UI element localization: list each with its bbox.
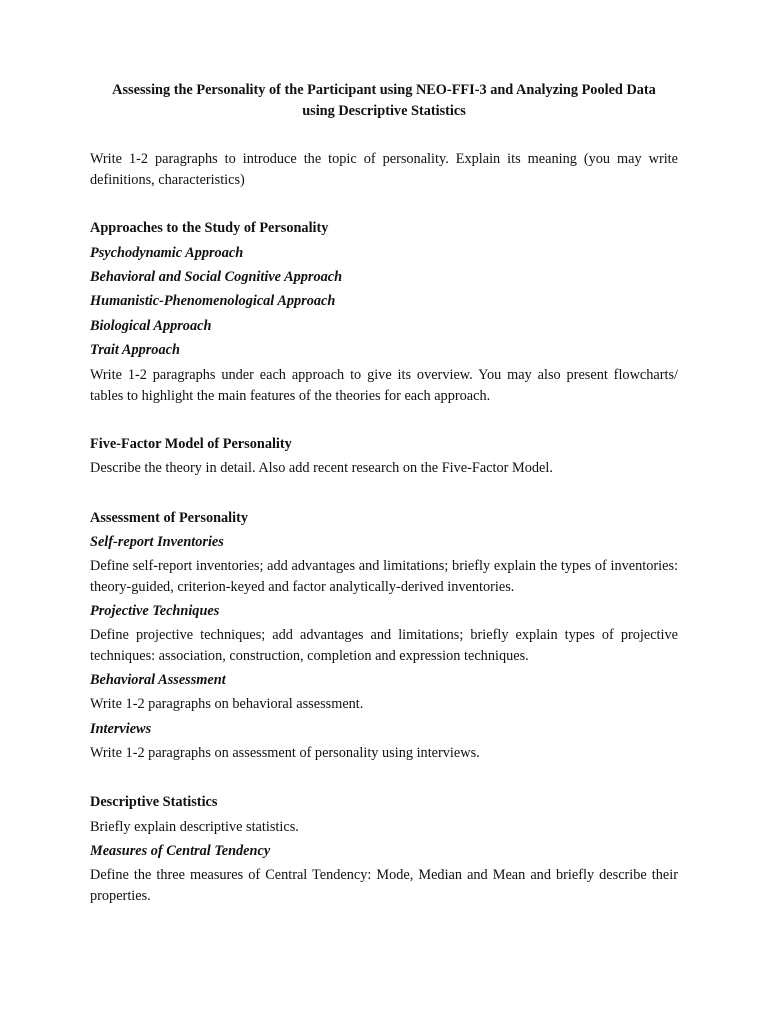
descriptive-paragraph: Briefly explain descriptive statistics. — [90, 819, 299, 835]
self-report-heading: Self-report Inventories — [90, 534, 224, 550]
projective-heading: Projective Techniques — [90, 603, 220, 619]
central-tendency-heading: Measures of Central Tendency — [90, 843, 271, 859]
descriptive-heading: Descriptive Statistics — [90, 794, 218, 810]
approaches-paragraph: Write 1-2 paragraphs under each approach to give its overview. You may also present flowcharts/ tables to highlight the main features of the theories for each approach. — [90, 367, 678, 404]
approach-psychodynamic: Psychodynamic Approach — [90, 245, 244, 261]
intro-paragraph: Write 1-2 paragraphs to introduce the topic of personality. Explain its meaning (you may write definitions, characteristics) — [90, 151, 678, 188]
approach-trait: Trait Approach — [90, 342, 180, 358]
approaches-heading: Approaches to the Study of Personality — [90, 220, 329, 236]
ffm-paragraph: Describe the theory in detail. Also add recent research on the Five-Factor Model. — [90, 460, 553, 476]
projective-paragraph: Define projective techniques; add advantages and limitations; briefly explain types of projective techniques: association, construction, completion and expression techniques. — [90, 627, 678, 664]
approach-biological: Biological Approach — [90, 318, 212, 334]
self-report-paragraph: Define self-report inventories; add advantages and limitations; briefly explain the types of inventories: theory-guided, criterion-keyed and factor analytically-derived inventories. — [90, 558, 678, 595]
ffm-heading: Five-Factor Model of Personality — [90, 436, 292, 452]
assessment-heading: Assessment of Personality — [90, 510, 249, 526]
title-line-2: using Descriptive Statistics — [302, 103, 466, 119]
document-title — [80, 80, 688, 122]
approach-humanistic: Humanistic-Phenomenological Approach — [90, 293, 336, 309]
interviews-heading: Interviews — [90, 721, 152, 737]
approach-behavioral-social-cognitive: Behavioral and Social Cognitive Approach — [90, 269, 343, 285]
central-tendency-paragraph: Define the three measures of Central Tendency: Mode, Median and Mean and briefly describe their properties. — [90, 867, 678, 904]
title-line-1: Assessing the Personality of the Participant using NEO-FFI-3 and Analyzing Pooled Data — [112, 82, 656, 98]
behavioral-paragraph: Write 1-2 paragraphs on behavioral assessment. — [90, 696, 364, 712]
behavioral-heading: Behavioral Assessment — [90, 672, 226, 688]
interviews-paragraph: Write 1-2 paragraphs on assessment of personality using interviews. — [90, 745, 480, 761]
